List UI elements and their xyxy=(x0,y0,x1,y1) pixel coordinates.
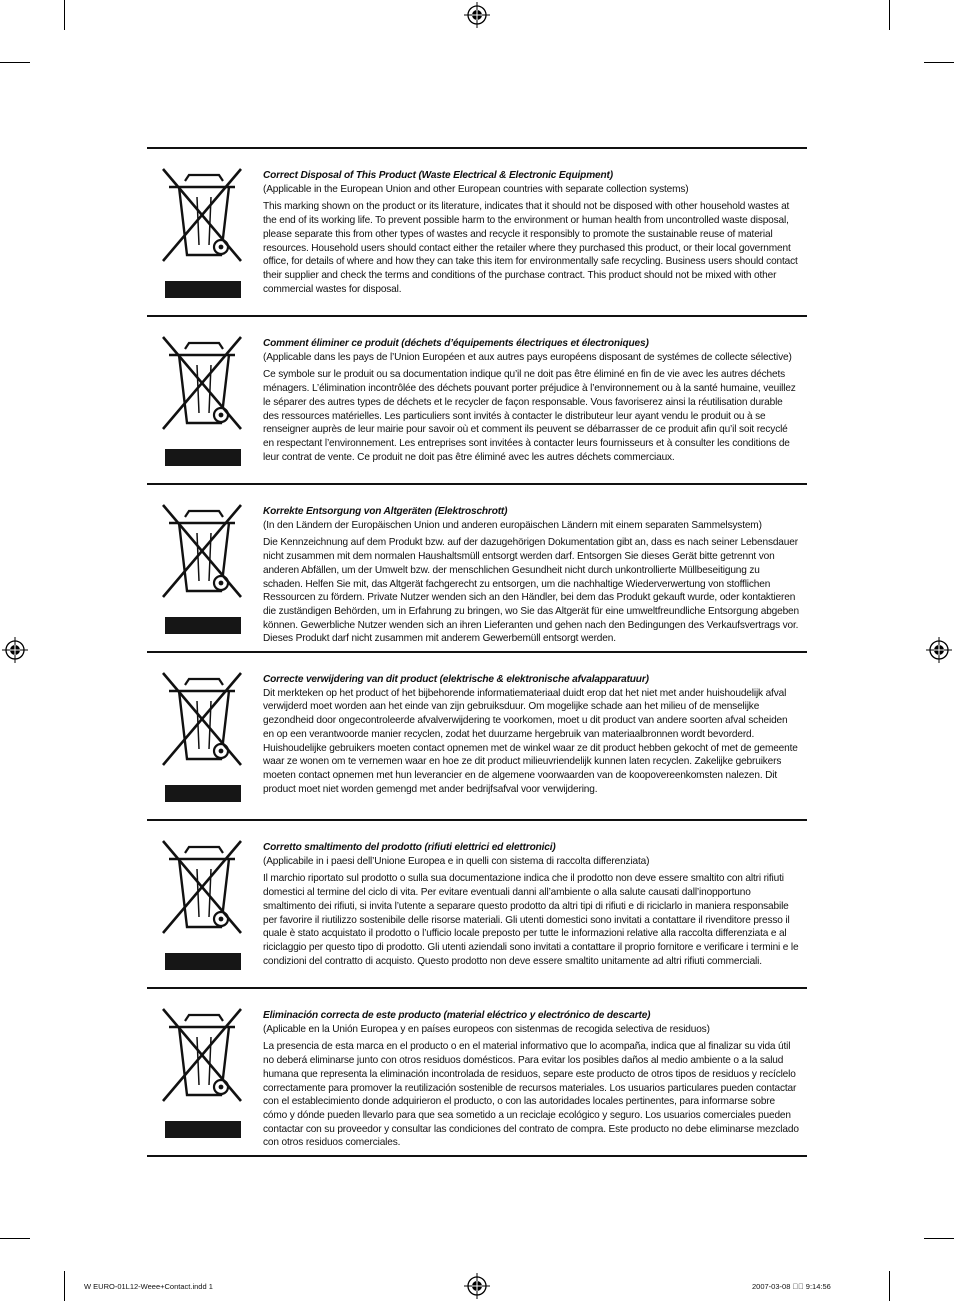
section-body: Dit merkteken op het product of het bijbehorende informatiemateriaal duidt erop dat het niet met ander huishoudelijk afval verwijderd moet worden aan het einde van zijn gebruiksduur. Om mogelijke schade aan het milieu of de menselijke gezondheid door ongecontroleerde afvalverwijdering te voorkomen, moet u dit product van andere soorten afval scheiden en op een verantwoorde manier recyclen, zodat het duurzame hergebruik van materiaalbronnen wordt bevorderd. Huishoudelijke gebruikers moeten contact opnemen met de winkel waar ze dit product hebben gekocht of met de gemeente waar ze wonen om te vernemen waar en hoe ze dit product milieuvriendelijk kunnen laten recyclen. Zakelijke gebruikers moeten contact opnemen met hun leverancier en de algemene voorwaarden van de koopovereenkomsten nalezen. Dit product moet niet worden gemengd met ander bedrijfsafval voor verwijdering. xyxy=(263,687,798,795)
section-title: Comment éliminer ce produit (déchets d’équipements électriques et électroniques) xyxy=(263,338,649,349)
section-italian xyxy=(147,821,807,989)
crop-mark xyxy=(889,0,890,30)
registration-mark-icon xyxy=(464,1273,490,1299)
registration-mark-icon xyxy=(926,637,952,663)
crossed-out-bin-icon xyxy=(157,501,249,601)
section-text xyxy=(263,989,807,1155)
section-spanish xyxy=(147,989,807,1157)
crop-mark xyxy=(0,1238,30,1239)
section-body: Ce symbole sur le produit ou sa documentation indique qu’il ne doit pas être éliminé en fin de vie avec les autres déchets ménagers. L’élimination incontrôlée des déchets pouvant porter préjudice à l’environnement ou à la santé humaine, veuillez le séparer des autres types de déchets et le recycler de façon responsable. Vous favoriserez ainsi la réutilisation durable des ressources matérielles. Les particuliers sont invités à contacter le distributeur leur ayant vendu le produit ou à se renseigner auprès de leur mairie pour savoir où et comment ils peuvent se débarrasser de ce produit afin qu’il soit recyclé en respectant l’environnement. Les entreprises sont invitées à contacter leurs fournisseurs et à consulter les conditions de leur contrat de vente. Ce produit ne doit pas être éliminé avec les autres déchets commerciaux. xyxy=(263,369,796,463)
crossed-out-bin-icon xyxy=(157,669,249,769)
crossed-out-bin-icon xyxy=(157,1005,249,1105)
section-subtitle: (Applicable dans les pays de l’Union Européen et aux autres pays européens disposant de systémes de collecte sélective) xyxy=(263,351,792,363)
section-subtitle: (Applicable in the European Union and other European countries with separate collection systems) xyxy=(263,183,689,195)
section-title: Correct Disposal of This Product (Waste Electrical & Electronic Equipment) xyxy=(263,170,613,181)
black-bar xyxy=(165,953,241,970)
section-body: This marking shown on the product or its literature, indicates that it should not be disposed with other household wastes at the end of its working life. To prevent possible harm to the environment or human health from uncontrolled waste disposal, please separate this from other types of wastes and recycle it responsibly to promote the sustainable reuse of material resources. Household users should contact either the retailer where they purchased this product, or their local government office, for details of where and how they can take this item for environmentally safe recycling. Business users should contact their supplier and check the terms and conditions of the purchase contract. This product should not be mixed with other commercial wastes for disposal. xyxy=(263,201,798,295)
section-title: Eliminación correcta de este producto (material eléctrico y electrónico de descarte) xyxy=(263,1010,651,1021)
registration-mark-icon xyxy=(464,2,490,28)
icon-column xyxy=(147,317,263,483)
black-bar xyxy=(165,617,241,634)
icon-column xyxy=(147,821,263,987)
crop-mark xyxy=(0,62,30,63)
section-text xyxy=(263,821,807,987)
icon-column xyxy=(147,485,263,651)
section-dutch xyxy=(147,653,807,821)
section-text xyxy=(263,149,807,315)
section-text xyxy=(263,485,807,651)
section-text xyxy=(263,653,807,819)
crop-mark xyxy=(924,62,954,63)
crossed-out-bin-icon xyxy=(157,165,249,265)
section-subtitle: (Aplicable en la Unión Europea y en países europeos con sistenmas de recogida selectiva de residuos) xyxy=(263,1023,710,1035)
section-body: Die Kennzeichnung auf dem Produkt bzw. auf der dazugehörigen Dokumentation gibt an, dass es nach seiner Lebensdauer nicht zusammen mit dem normalen Haushaltsmüll entsorgt werden darf. Entsorgen Sie dieses Gerät bitte getrennt von anderen Abfällen, um der Umwelt bzw. der menschlichen Gesundheit nicht durch unkontrollierte Müllbeseitigung zu schaden. Helfen Sie mit, das Altgerät fachgerecht zu entsorgen, um die nachhaltige Wiederverwertung von stofflichen Ressourcen zu fördern. Private Nutzer wenden sich an den Händler, bei dem das Produkt gekauft wurde, oder kontaktieren die zuständigen Behörden, um in Erfahrung zu bringen, wo Sie das Altgerät für eine umweltfreundliche Entsorgung abgeben können. Gewerbliche Nutzer wenden sich an ihren Lieferanten und gehen nach den Bedingungen des Verkaufsvertrags vor. Dieses Produkt darf nicht zusammen mit anderem Gewerbemüll entsorgt werden. xyxy=(263,537,799,645)
footer-file-name: W EURO-01L12-Weee+Contact.indd 1 xyxy=(84,1282,213,1291)
crop-mark xyxy=(924,1238,954,1239)
crop-mark xyxy=(64,0,65,30)
icon-column xyxy=(147,653,263,819)
section-subtitle: (Applicabile in i paesi dell’Unione Europea e in quelli con sistema di raccolta differenziata) xyxy=(263,855,650,867)
weee-sections xyxy=(147,147,807,1157)
registration-mark-icon xyxy=(2,637,28,663)
crop-mark xyxy=(889,1271,890,1301)
section-german xyxy=(147,485,807,653)
crossed-out-bin-icon xyxy=(157,333,249,433)
footer-timestamp: 2007-03-08 ￿￿ 9:14:56 xyxy=(752,1282,831,1291)
crop-mark xyxy=(64,1271,65,1301)
section-english xyxy=(147,149,807,317)
section-french xyxy=(147,317,807,485)
black-bar xyxy=(165,281,241,298)
icon-column xyxy=(147,989,263,1155)
section-text xyxy=(263,317,807,483)
section-title: Correcte verwijdering van dit product (elektrische & elektronische afvalapparatuur) xyxy=(263,674,649,685)
section-title: Korrekte Entsorgung von Altgeräten (Elektroschrott) xyxy=(263,506,508,517)
section-title: Corretto smaltimento del prodotto (rifiuti elettrici ed elettronici) xyxy=(263,842,556,853)
icon-column xyxy=(147,149,263,315)
black-bar xyxy=(165,785,241,802)
black-bar xyxy=(165,1121,241,1138)
section-subtitle: (In den Ländern der Europäischen Union und anderen europäischen Ländern mit einem separaten Sammelsystem) xyxy=(263,519,762,531)
section-body: La presencia de esta marca en el producto o en el material informativo que lo acompaña, indica que al finalizar su vida útil no deberá eliminarse junto con otros residuos domésticos. Para evitar los posibles daños al medio ambiente o a la salud humana que representa la eliminación incontrolada de residuos, separe este producto de otros tipos de residuos y recíclelo correctamente para promover la reutilización sostenible de recursos materiales. Los usuarios particulares pueden contactar con el establecimiento donde adquirieron el producto, o con las autoridades locales pertinentes, para informarse sobre cómo y dónde pueden llevarlo para que sea sometido a un reciclaje ecológico y seguro. Los usuarios comerciales pueden contactar con su proveedor y consultar las condiciones del contrato de compra. Este producto no debe eliminarse mezclado con otros residuos comerciales. xyxy=(263,1041,799,1149)
black-bar xyxy=(165,449,241,466)
crossed-out-bin-icon xyxy=(157,837,249,937)
section-body: Il marchio riportato sul prodotto o sulla sua documentazione indica che il prodotto non deve essere smaltito con altri rifiuti domestici al termine del ciclo di vita. Per evitare eventuali danni all’ambiente o alla salute causati dall’inopportuno smaltimento dei rifiuti, si invita l’utente a separare questo prodotto da altri tipi di rifiuti e di riciclarlo in maniera responsabile per favorire il riutilizzo sostenibile delle risorse materiali. Gli utenti domestici sono invitati a contattare il rivenditore presso il quale è stato acquistato il prodotto o l’ufficio locale preposto per tutte le informazioni relative alla raccolta differenziata e al riciclaggio per questo tipo di prodotto. Gli utenti aziendali sono invitati a contattare il proprio fornitore e verificare i termini e le condizioni del contratto di acquisto. Questo prodotto non deve essere smaltito unitamente ad altri rifiuti commerciali. xyxy=(263,873,799,967)
